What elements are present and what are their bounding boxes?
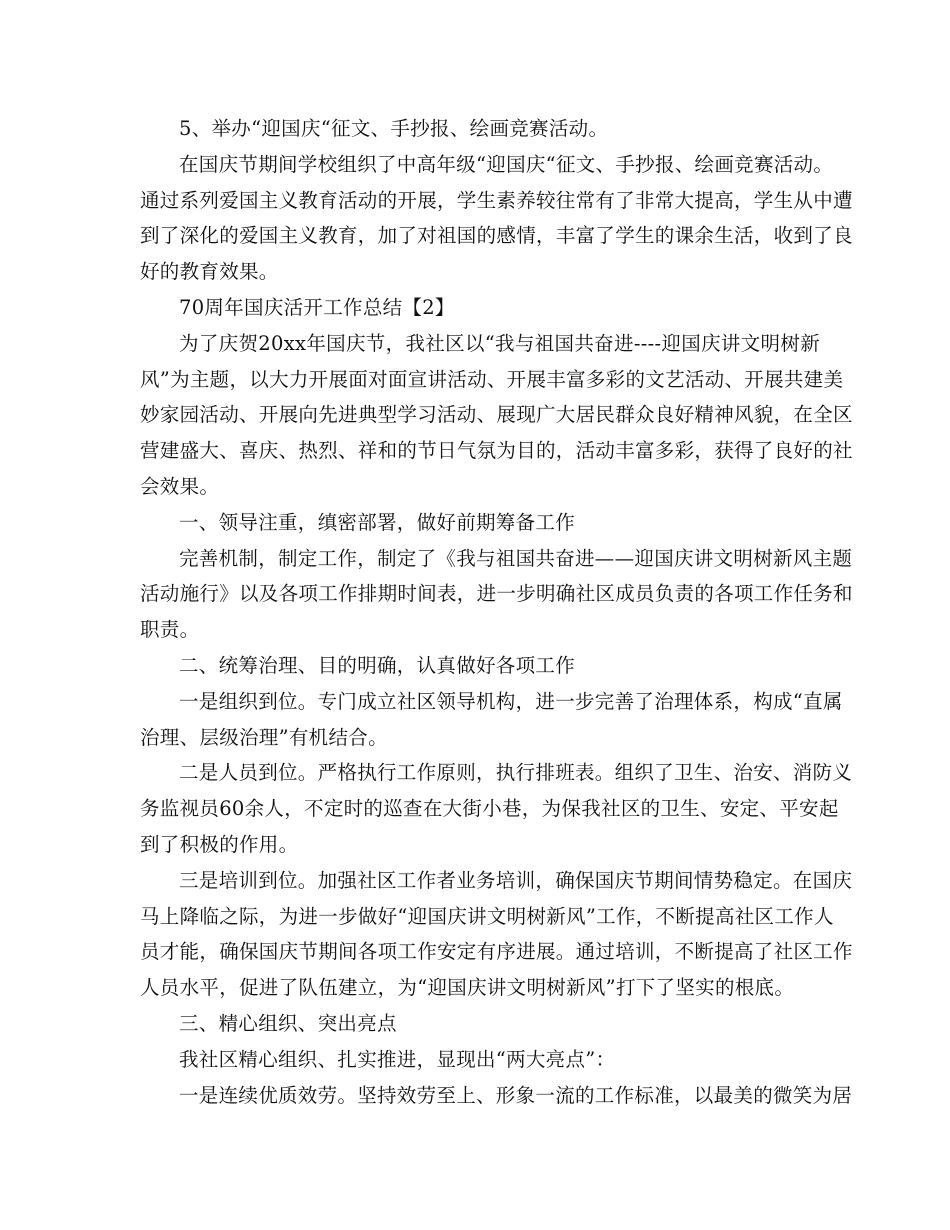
section-heading: 70周年国庆活开工作总结【2】 (179, 295, 455, 319)
text-line: 活动施行》以及各项工作排期时间表，进一步明确社区成员负责的各项工作任务和 (140, 582, 853, 606)
text-line: 好的教育效果。 (140, 260, 279, 284)
text-line: 治理、层级治理”有机结合。 (140, 725, 388, 749)
text-line: 到了积极的作用。 (140, 832, 299, 856)
section-heading: 三、精心组织、突出亮点 (179, 1011, 397, 1035)
text-line: 职责。 (140, 618, 200, 642)
text-line: 员才能，确保国庆节期间各项工作安定有序进展。通过培训，不断提高了社区工作 (140, 940, 853, 964)
text-line: 通过系列爱国主义教育活动的开展，学生素养较往常有了非常大提高，学生从中遭 (140, 188, 853, 212)
text-line: 我社区精心组织、扎实推进，显现出“两大亮点”： (179, 1047, 616, 1071)
text-line: 会效果。 (140, 474, 220, 498)
text-line: 一是组织到位。专门成立社区领导机构，进一步完善了治理体系，构成“直属 (179, 689, 843, 713)
text-line: 营建盛大、喜庆、热烈、祥和的节日气氛为目的，活动丰富多彩，获得了良好的社 (140, 439, 853, 463)
text-line: 5、举办“迎国庆“征文、手抄报、绘画竞赛活动。 (179, 117, 609, 140)
text-line: 妙家园活动、开展向先进典型学习活动、展现广大居民群众良好精神风貌，在全区 (140, 403, 853, 427)
text-line: 完善机制，制定工作，制定了《我与祖国共奋进——迎国庆讲文明树新风主题 (179, 546, 853, 570)
text-line: 马上降临之际，为进一步做好“迎国庆讲文明树新风”工作，不断提高社区工作人 (140, 904, 834, 928)
text-line: 人员水平，促进了队伍建立，为“迎国庆讲文明树新风”打下了坚实的根底。 (140, 976, 795, 1000)
document-body (140, 111, 853, 1113)
text-line: 一是连续优质效劳。坚持效劳至上、形象一流的工作标准，以最美的微笑为居 (179, 1083, 853, 1107)
text-line: 务监视员60余人，不定时的巡查在大街小巷，为保我社区的卫生、安定、平安起 (140, 797, 839, 821)
section-heading: 二、统筹治理、目的明确，认真做好各项工作 (179, 653, 576, 677)
text-line: 为了庆贺20xx年国庆节，我社区以“我与祖国共奋进----迎国庆讲文明树新 (179, 331, 820, 355)
section-heading: 一、领导注重，缜密部署，做好前期筹备工作 (179, 510, 576, 534)
text-line: 到了深化的爱国主义教育，加了对祖国的感情，丰富了学生的课余生活，收到了良 (140, 224, 853, 248)
text-line: 在国庆节期间学校组织了中高年级“迎国庆“征文、手抄报、绘画竞赛活动。 (179, 152, 834, 176)
text-line: 二是人员到位。严格执行工作原则，执行排班表。组织了卫生、治安、消防义 (179, 761, 853, 785)
text-line: 风”为主题，以大力开展面对面宣讲活动、开展丰富多彩的文艺活动、开展共建美 (140, 367, 844, 391)
text-line: 三是培训到位。加强社区工作者业务培训，确保国庆节期间情势稳定。在国庆 (179, 868, 853, 892)
